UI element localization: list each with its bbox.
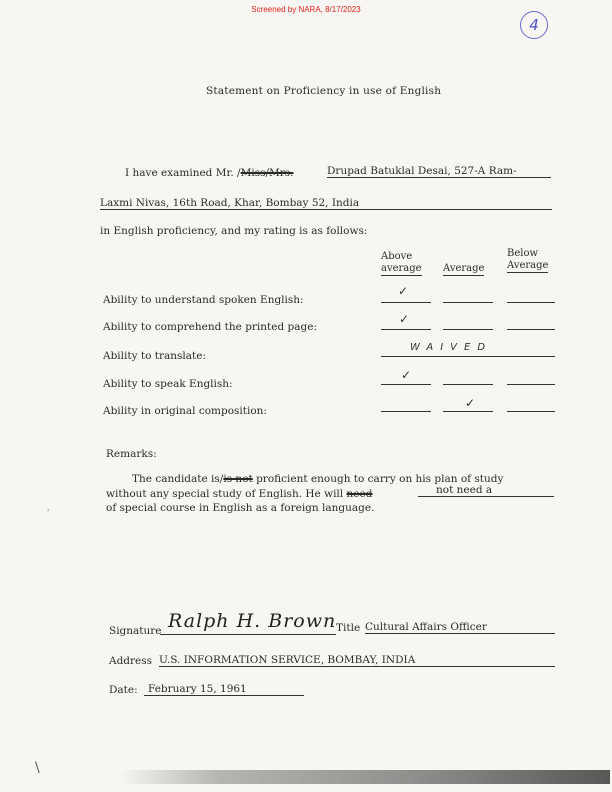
signature: Ralph H. Brown <box>168 610 337 632</box>
candidate-name-line-1: Drupad Batuklal Desai, 527-A Ram- <box>327 165 551 178</box>
ability-label: Ability to speak English: <box>103 378 233 390</box>
scan-edge-shadow <box>120 770 610 784</box>
average-blank <box>443 411 493 412</box>
col-below-line2: Average <box>507 260 549 271</box>
col-above-average <box>381 251 422 276</box>
remarks-line-2 <box>106 488 372 500</box>
scan-mark: \ <box>35 760 40 776</box>
above-blank <box>381 302 431 303</box>
rating-mark: ✓ <box>465 396 476 410</box>
below-blank <box>507 411 555 412</box>
proficiency-line: in English proficiency, and my rating is as follows: <box>100 225 368 237</box>
col-average: Average <box>443 263 485 274</box>
above-blank <box>381 411 431 412</box>
col-below-line1: Below <box>507 248 539 259</box>
remarks-struck-need: need <box>346 488 373 500</box>
struck-titles: Miss/Mrs. <box>240 167 294 179</box>
above-blank <box>381 329 431 330</box>
remarks-line-3: of special course in English as a foreign language. <box>106 502 375 514</box>
scan-speck: ' <box>47 508 50 517</box>
date-value: February 15, 1961 <box>144 683 304 696</box>
candidate-name-line-2: Laxmi Nivas, 16th Road, Khar, Bombay 52, India <box>100 197 552 210</box>
rating-mark: ✓ <box>398 284 409 298</box>
average-blank <box>443 302 493 303</box>
rating-mark: ✓ <box>399 312 410 326</box>
date-label: Date: <box>109 684 138 696</box>
col-above-line1: Above <box>381 251 413 262</box>
average-blank <box>443 329 493 330</box>
ability-label: Ability to translate: <box>103 350 206 362</box>
below-blank <box>507 384 555 385</box>
signature-line <box>160 634 336 635</box>
exam-line-1 <box>125 167 294 179</box>
ability-label: Ability to comprehend the printed page: <box>103 321 317 333</box>
col-above-line2: average <box>381 263 422 274</box>
ability-label: Ability to understand spoken English: <box>103 294 304 306</box>
waived-mark: WAIVED <box>410 342 493 353</box>
remarks-line1-a: The candidate is/ <box>132 473 224 485</box>
above-blank <box>381 384 431 385</box>
rating-mark: ✓ <box>401 368 412 382</box>
page-number: 4 <box>520 11 548 39</box>
remarks-line2-a: without any special study of English. He will <box>106 488 344 500</box>
document-title: Statement on Proficiency in use of English <box>206 85 442 97</box>
col-below-average <box>507 248 548 273</box>
exam-intro: I have examined Mr. / <box>125 167 241 179</box>
translate-blank <box>381 356 555 357</box>
remarks-fill-not-need-a: not need a <box>418 484 554 497</box>
below-blank <box>507 329 555 330</box>
address-value: U.S. INFORMATION SERVICE, BOMBAY, INDIA <box>159 654 555 667</box>
title-label: Title <box>336 622 361 634</box>
remarks-heading: Remarks: <box>106 448 157 460</box>
screened-note: Screened by NARA, 8/17/2023 <box>251 5 361 14</box>
below-blank <box>507 302 555 303</box>
signature-label: Signature <box>109 625 162 637</box>
title-value: Cultural Affairs Officer <box>365 621 555 634</box>
remarks-struck-is-not: is not <box>223 473 253 485</box>
remarks-line1-b: proficient enough to carry on his plan of study <box>256 473 504 485</box>
ability-label: Ability in original composition: <box>103 405 267 417</box>
address-label: Address <box>109 655 153 667</box>
average-blank <box>443 384 493 385</box>
